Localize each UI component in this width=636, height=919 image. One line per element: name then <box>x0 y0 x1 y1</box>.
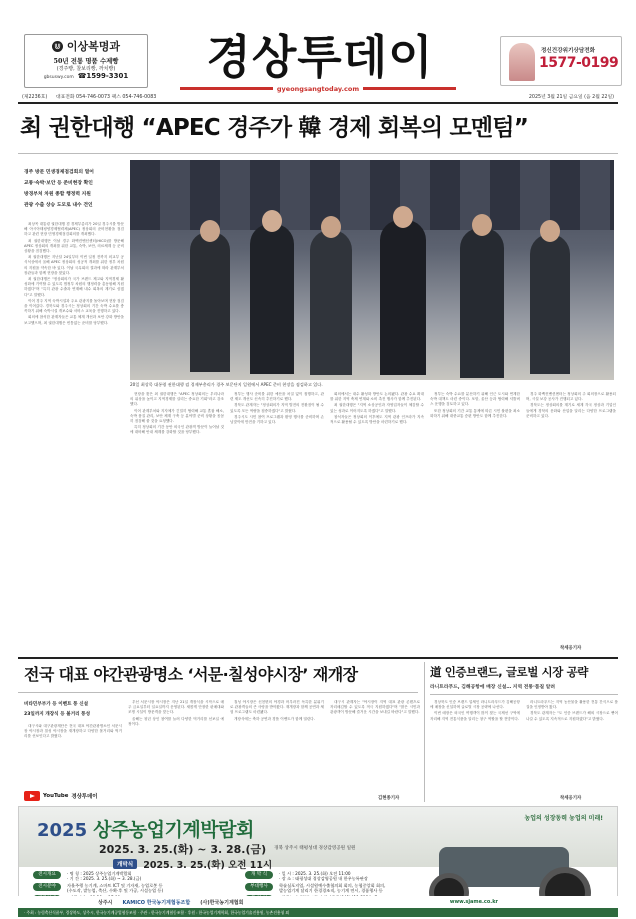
lead-body-col6: 정부는 숙박 수요를 분산하기 위해 인근 도시와 연계한 숙박 대책도 마련 중이다. 포항, 울산 등과 협력해 셔틀버스 운행을 검토하고 있다. 또한 정상회의 기간 교통 통제에 따른 시민 불편을 최소화하기 위해 대중교통 증편 방안도 함께 추진한다. <box>430 392 520 418</box>
hotline-ad[interactable] <box>500 36 622 86</box>
bakery-tagline: 50년 전통 명품 수제빵 <box>53 57 119 65</box>
lead-body-col1: 최상목 대통령 권한대행 겸 경제부총리가 20일 경주시를 방문해 아시아태평양경제협력체(APEC) 정상회의 준비현황을 점검하고 관련 현장 민생경제점검회의를 개최했다. 최 권한대행은 이날 경주 화백컨벤션센터(HICO)를 방문해 APEC 정상회의 개최를 위한 교통, 숙박, 보안, 의료체계 등 준비상황을 점검했다. 최 권한대행은 지난달 24일부터 이번 일정 전까지 외교부 공식석상에서 올해 APEC 정상회의 성공적 개최를 위한 정부 차원의 지원을 약속한 바 있다. 이날 국무회의 결과에 따라 관계부처 장관들과 함께 현장을 찾았다. 최 권한대행은 "정상회의가 국가 브랜드 제고와 지역경제 활성화에 기여할 수 있도록 범정부 차원의 행정력을 총동원해 지원하겠다"며 "특히 관광 수출과 연계해 내수 회복의 계기로 삼겠다"고 말했다. 이어 경주 지역 숙박시설과 주요 관광지를 돌아보며 현장 점검을 이어갔다. 경북도와 경주시는 정상회의 기간 숙박 수요를 충족하기 위해 숙박시설 개보수와 서비스 교육을 진행하고 있다. 회의에 참석한 관계자들은 교통 체계 개선과 보안 강화 방안을 보고했으며, 최 권한대행은 빈틈없는 준비를 당부했다. <box>24 222 124 325</box>
hotline-phone: 1577-0199 <box>539 55 619 71</box>
second-body-col2: 우선 서문시장 야시장은 지난 21일 개장식을 시작으로 매주 금요일부터 일요일까지 운영된다. 새롭게 단장한 판매대와 조명 시설이 방문객을 맞는다. 올해는 청년 상인 참여를 늘려 다양한 먹거리를 선보일 예정이다. <box>128 700 224 726</box>
expo-ad[interactable] <box>18 806 618 908</box>
info-label: 전시분야 <box>33 883 61 891</box>
info-line: · 장 소 : 태평성대 경상감영공원 내 한우농특판장 <box>279 876 368 881</box>
lead-byline: 착세웅기자 <box>560 646 582 651</box>
summary-line: 관광 수출 상승 도모로 내수 견인 <box>24 203 93 208</box>
ad-year: 2025 <box>37 820 88 841</box>
bakery-logo-icon: ⋓ <box>52 41 63 52</box>
lead-photo <box>130 160 614 380</box>
logo-url-bar <box>180 84 456 93</box>
lead-body-col4: 회의에서는 내수 활성화 방안도 논의됐다. 관광 수요 확대를 위한 지역 축제 연계와 소비 촉진 행사가 함께 추진된다. 최 권한대행은 "지역 소상공인과 자영업자들이 체감할 수 있는 성과로 이어지도록 하겠다"고 말했다. 참석자들은 정상회의 이후에도 지역 관광 인프라가 지속적으로 활용될 수 있도록 방안을 마련하기로 했다. <box>330 392 424 425</box>
side-deck: 라니트라푸드, 김해공항에 매장 신설… 지역 전통·품질 알려 <box>430 685 556 690</box>
hotline-title: 정신건강위기상담전화 <box>541 48 596 54</box>
second-headline[interactable]: 전국 대표 야간관광명소 ‘서문·칠성야시장’ 재개장 <box>24 665 358 684</box>
info-label: 부대행사 <box>245 883 273 891</box>
lead-headline[interactable]: 최 권한대행 “APEC 경주가 韓 경제 회복의 모멘텀” <box>20 115 529 141</box>
photo-caption: 20일 최상목 대통령 권한대행 겸 경제부총리가 경주 보문단지 일원에서 APEC 준비 현장을 점검하고 있다. <box>130 382 323 387</box>
info-line: · 기 간 : 2025. 3. 25.(화) ~ 3. 28.(금) <box>67 876 142 881</box>
bakery-products: (경주빵, 찰보리빵, 까치빵) <box>56 66 116 72</box>
masthead-rule <box>18 102 618 104</box>
side-body-col2: 라니트라푸드는 지역 농산물을 활용한 전통 간식으로 품질을 인정받아 왔다. 경북도 관계자는 "도 인증 브랜드가 해외 시장으로 뻗어나갈 수 있도록 지속적으로 지원하겠다"고 밝혔다. <box>526 700 618 721</box>
side-byline: 착세웅기자 <box>560 796 582 801</box>
lead-body-col2: 현장을 찾은 최 권한대행은 "APEC 정상회의는 우리나라의 위상을 높이고 지역경제를 살리는 중요한 기회"라고 강조했다. 이어 관계부처와 지자체가 긴밀히 협력해 교통 혼잡 해소, 숙박 품질 관리, 보안 체계 구축 등 분야별 준비 상황을 꼼꼼히 점검해 줄 것을 요청했다. 특히 정상회의 기간 동안 외국인 관광객 방문이 늘어날 것에 대비해 안내 체계를 강화할 것을 당부했다. <box>130 392 224 435</box>
second-byline: 김현종기자 <box>378 796 400 801</box>
masthead <box>0 0 636 104</box>
summary-line: 23일까지 개장식 등 볼거리 풍성 <box>24 712 91 717</box>
ad-venue: 경북 상주시 태평성대 경상감영공원 일원 <box>274 846 356 851</box>
sponsor: KAMICO 한국농기계협동조합 <box>122 899 191 906</box>
issue-number: (제2236호) <box>22 95 48 100</box>
bakery-site: gbsuswy.com <box>43 75 74 80</box>
site-url[interactable]: gyeongsangtoday.com <box>276 84 360 93</box>
lead-body-col7: 경주 화백컨벤션센터는 정상회의 주 회의장으로 활용되며, 시설 보강 공사가 진행되고 있다. 경북도는 정상회의를 계기로 세계 각국 정상과 기업인들에게 경북의 문화와 산업을 알리는 다양한 프로그램을 준비하고 있다. <box>526 392 616 418</box>
issue-date: 2025년 3월 21일 금요일 (음 2월 22일) <box>528 95 614 100</box>
ad-opening: 2025. 3. 25.(화) 오전 11시 <box>143 860 273 871</box>
summary-line: 비타민부부가 등 이벤트 풍 신설 <box>24 702 89 707</box>
ad-website[interactable]: www.sjame.co.kr <box>449 899 498 905</box>
bakery-name: 이상복명과 <box>66 40 121 53</box>
bakery-ad[interactable] <box>24 34 148 88</box>
bakery-phone: ☎1599-3301 <box>77 72 129 80</box>
lead-summary <box>24 167 124 211</box>
info-line: (수도작, 밭농업, 축산, 수확·후 및 가공, 시설농업 등) <box>67 888 164 893</box>
section-rule-1 <box>18 657 618 659</box>
contact-line: 대표전화 054-746-0073 팩스 054-746-0083 <box>56 95 157 100</box>
second-body-col1: 대구시와 대구관광재단은 전국 대표 야간관광명소인 서문시장 야시장과 칠성 야시장을 재개장하고 다양한 볼거리와 먹거리를 선보인다고 밝혔다. <box>24 724 122 739</box>
sponsor: (사)한국농기계협회 <box>200 899 244 906</box>
sponsor: 상주시 <box>98 899 113 906</box>
summary-line: 방경부처 차원 종합 행정력 지원 <box>24 192 91 197</box>
info-line: · 일 시 : 2025. 3. 25.(화) 오전 11:00 <box>279 871 351 876</box>
second-summary <box>24 700 124 720</box>
youtube-badge[interactable]: YouTube 경상투데이 <box>24 790 122 802</box>
ad-sponsor-strip <box>18 896 618 908</box>
info-line: 학술심포지엄, 시설원예수출협의회 회의, 농협중앙회 회의, <box>279 883 386 888</box>
side-headline[interactable]: 道 인증브랜드, 글로벌 시장 공략 <box>430 665 588 679</box>
ad-footnote: · 주최 : 농림축산식품부, 경상북도, 상주시, 한국농기계공업협동조합 · 주관 : 한국농기계협동조합 · 후원 : 한국농업기계학회, 한국농업기술진흥원, 농촌진흥청 외 <box>18 908 618 917</box>
logo[interactable]: 경상투데이 <box>206 30 434 84</box>
info-line: 자율주행 농기계, 스마트 ICT 및 기자재, 농업로봇 등 <box>67 883 163 888</box>
lead-body-col3: 정부는 행사 준비를 위한 예산을 차질 없이 집행하고, 관련 제도 개선도 신속히 추진하기로 했다. 경북도 관계자는 "정상회의가 지역 발전의 전환점이 될 수 있도록 모든 역량을 집중하겠다"고 밝혔다. 경주시도 시민 참여 프로그램과 환영 행사를 준비하며 손님맞이에 만전을 기하고 있다. <box>230 392 324 425</box>
info-line: 발농업기계 달리기 한경경조직, 농기계 연시, 경품행사 등 <box>279 888 383 893</box>
ad-banner-tag: 농업의 성장동력 농업의 미래! <box>524 815 603 822</box>
second-body-col3: 칠성 야시장은 신천변의 야경과 어우러진 독특한 분위기로 관광객들의 큰 사랑을 받아왔다. 재개장과 함께 공연과 체험 프로그램도 마련됐다. 개장식에는 축하 공연과 경품 이벤트가 함께 열린다. <box>230 700 324 721</box>
info-label: 개 막 식 <box>245 871 273 879</box>
ad-dates: 2025. 3. 25.(화) ~ 3. 28.(금) <box>99 843 267 856</box>
summary-line: 교통·숙박·보안 등 준비현장 확인 <box>24 181 93 186</box>
info-label: 전시개요 <box>33 871 61 879</box>
second-body-col4: 대구시 관계자는 "야시장이 지역 대표 관광 콘텐츠로 자리매김할 수 있도록 적극 지원하겠다"며 "많은 시민과 관광객이 방문해 즐거운 시간을 보내길 바란다"고 말했다. <box>330 700 420 715</box>
youtube-channel: 경상투데이 <box>71 794 98 800</box>
ad-opening-label: 개막식 <box>113 859 137 869</box>
side-body-col1: 경상북도 인증 브랜드 업체인 라니트라푸드가 김해공항에 매장을 신설하며 글로벌 시장 공략에 나선다. 이번 매장은 외국인 여행객이 많이 찾는 국제선 구역에 자리해 지역 전통식품을 알리는 창구 역할을 할 전망이다. <box>430 700 520 721</box>
ad-title: 상주농업기계박람회 <box>93 819 254 841</box>
info-line: · 명 칭 : 2025 상주농업기계박람회 <box>67 871 132 876</box>
counselor-avatar <box>509 43 535 81</box>
youtube-icon <box>24 791 40 801</box>
summary-line: 경주 방문 민생경제점검회의 열어 <box>24 170 94 175</box>
